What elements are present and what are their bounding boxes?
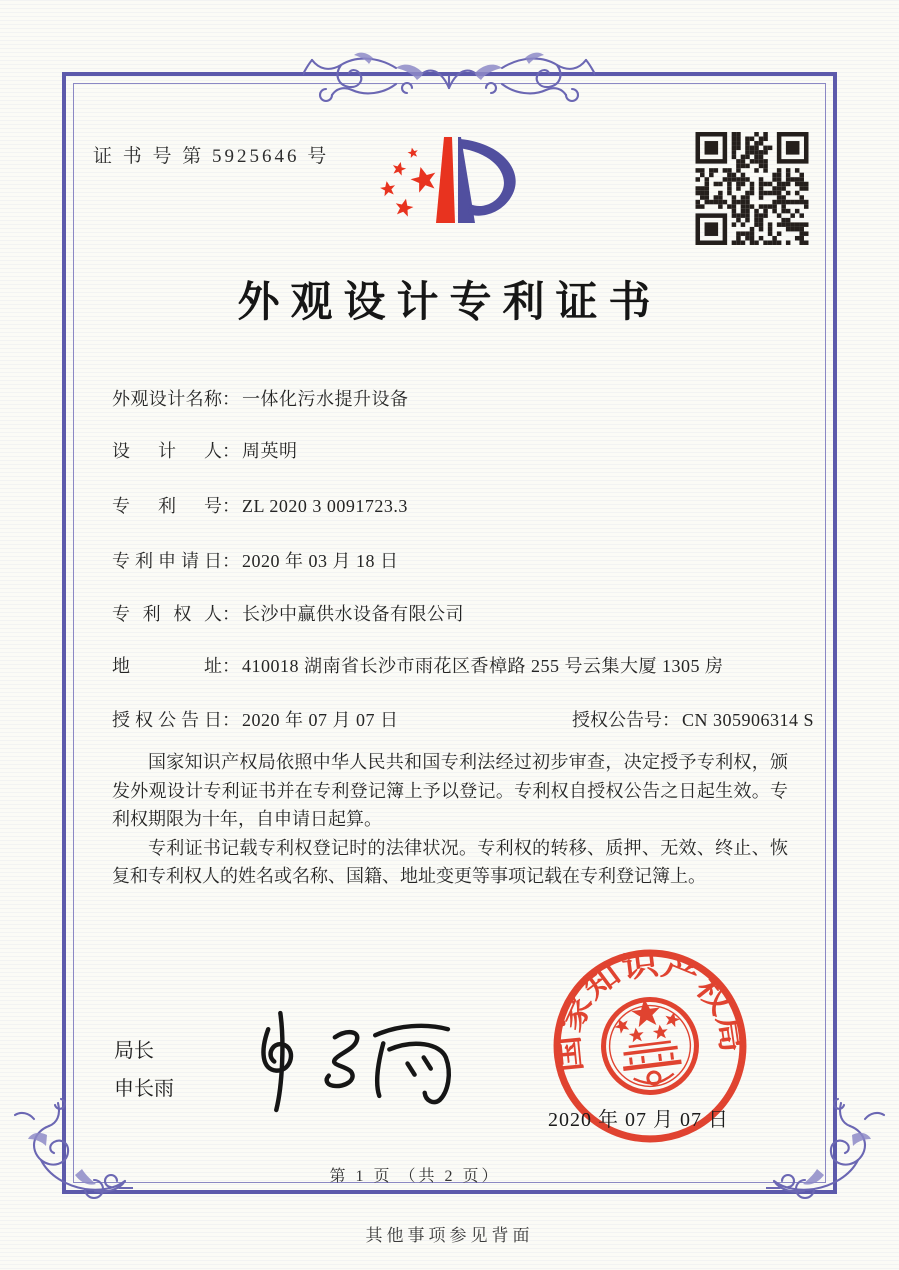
- certificate-title: 外观设计专利证书: [237, 280, 662, 326]
- field-label: 专利权人: [112, 604, 222, 624]
- commissioner-block: [114, 1032, 174, 1108]
- bottom-right-corner-ornament: [766, 1097, 898, 1205]
- field-label: 专利号: [112, 496, 222, 516]
- commissioner-title: 局长: [114, 1040, 154, 1062]
- field-patentee: 专利权人： 长沙中赢供水设备有限公司: [112, 600, 464, 626]
- bottom-left-corner-ornament: [1, 1097, 133, 1205]
- field-label: 授权公告日: [112, 710, 222, 730]
- field-application-date: 专利申请日： 2020 年 03 月 18 日: [112, 547, 399, 573]
- cnipa-logo: [373, 131, 523, 243]
- commissioner-signature: [246, 1006, 458, 1114]
- field-label: 授权公告号: [572, 710, 662, 730]
- legal-paragraph-2: 专利证书记载专利权登记时的法律状况。专利权的转移、质押、无效、终止、恢复和专利权人的姓名或名称、国籍、地址变更等事项记载在专利登记簿上。: [112, 837, 788, 886]
- seal-date: 2020 年 07 月 07 日: [548, 1109, 729, 1131]
- certificate-number: 证 书 号 第 5925646 号: [93, 146, 330, 167]
- field-designer: 设计人： 周英明: [112, 437, 298, 463]
- seal-text: 国家知识产权局: [553, 949, 747, 1074]
- field-value: 长沙中赢供水设备有限公司: [242, 604, 464, 624]
- field-label: 专利申请日: [112, 551, 222, 571]
- qr-code: [694, 132, 810, 245]
- field-address: 地址： 410018 湖南省长沙市雨花区香樟路 255 号云集大厦 1305 房: [112, 652, 724, 678]
- legal-text: [112, 748, 788, 891]
- top-border-ornament: [303, 44, 595, 104]
- field-label: 外观设计名称: [112, 389, 222, 409]
- seal-national-emblem: [598, 993, 702, 1098]
- field-value: 2020 年 03 月 18 日: [242, 551, 399, 571]
- field-value: 2020 年 07 月 07 日: [242, 710, 399, 730]
- logo-blue-p: [458, 137, 516, 223]
- field-value: 周英明: [242, 441, 298, 461]
- field-value: 410018 湖南省长沙市雨花区香樟路 255 号云集大厦 1305 房: [242, 656, 724, 676]
- field-label: 设计人: [112, 441, 222, 461]
- field-design-name: 外观设计名称： 一体化污水提升设备: [112, 385, 409, 411]
- field-value: 一体化污水提升设备: [242, 389, 409, 409]
- commissioner-name: 申长雨: [114, 1078, 174, 1100]
- field-grant-number: 授权公告号： CN 305906314 S: [572, 710, 815, 730]
- page-number: 第 1 页 （共 2 页）: [329, 1168, 501, 1185]
- field-value: ZL 2020 3 0091723.3: [242, 496, 408, 516]
- field-label: 地址: [112, 656, 222, 676]
- logo-red-wedge: [436, 137, 455, 223]
- field-patent-number: 专利号： ZL 2020 3 0091723.3: [112, 492, 408, 518]
- back-side-note: 其他事项参见背面: [365, 1226, 534, 1245]
- field-grant-date: 授权公告日： 2020 年 07 月 07 日 授权公告号： CN 305906314 S: [112, 706, 788, 732]
- field-value: CN 305906314 S: [682, 710, 815, 730]
- legal-paragraph-1: 国家知识产权局依照中华人民共和国专利法经过初步审查，决定授予专利权，颁发外观设计专利证书并在专利登记簿上予以登记。专利权自授权公告之日起生效。专利权期限为十年，自申请日起算。: [112, 752, 788, 829]
- logo-stars: [379, 147, 439, 218]
